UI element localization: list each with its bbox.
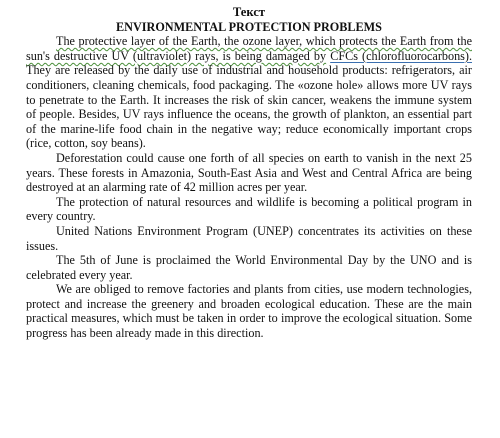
underlined-text: CFCs (chlorofluorocarbons). <box>330 48 473 63</box>
paragraph-measures: We are obliged to remove factories and plants from cities, use modern technologies, protect and increase the greenery and broaden ecological education. These are the main practical measures, which must be taken in order to improve the ecological situation. Some progress has been already made in this direction. <box>26 282 472 341</box>
paragraph-ozone-rest: They are released by the daily use of industrial and household products: refrigerators, air conditioners, cleaning chemicals, food packaging. The «ozone hole» allows more UV rays to penetrate to the Earth. It increases the risk of skin cancer, weakens the immune system of people. Besides, UV rays influence the oceans, the growth of plankton, an essential part of the marine-life food chain in the negative way; reduce economically important crops (rice, cotton, soy beans). <box>26 63 472 151</box>
paragraph-protection: The protection of natural resources and wildlife is becoming a political program in every country. <box>26 194 472 224</box>
wavy-underlined-text: The protective layer of the Earth, the ozone layer, which protects the Earth from the sun's destructive UV (ultraviolet) rays, is being damaged by <box>26 34 472 63</box>
paragraph-environment-day: The 5th of June is proclaimed the World Environmental Day by the UNO and is celebrated every year. <box>26 253 472 282</box>
paragraph-deforestation: Deforestation could cause one forth of all species on earth to vanish in the next 25 years. These forests in Amazonia, South-East Asia and West and Central Africa are being destroyed at an alarming rate of 42 million acres per year. <box>26 150 472 195</box>
document-title: ENVIRONMENTAL PROTECTION PROBLEMS <box>116 19 382 34</box>
paragraph-unep: United Nations Environment Program (UNEP) concentrates its activities on these issues. <box>26 223 472 253</box>
paragraph-ozone <box>26 34 472 151</box>
text-label: Текст <box>232 5 266 19</box>
document-page <box>26 5 472 341</box>
